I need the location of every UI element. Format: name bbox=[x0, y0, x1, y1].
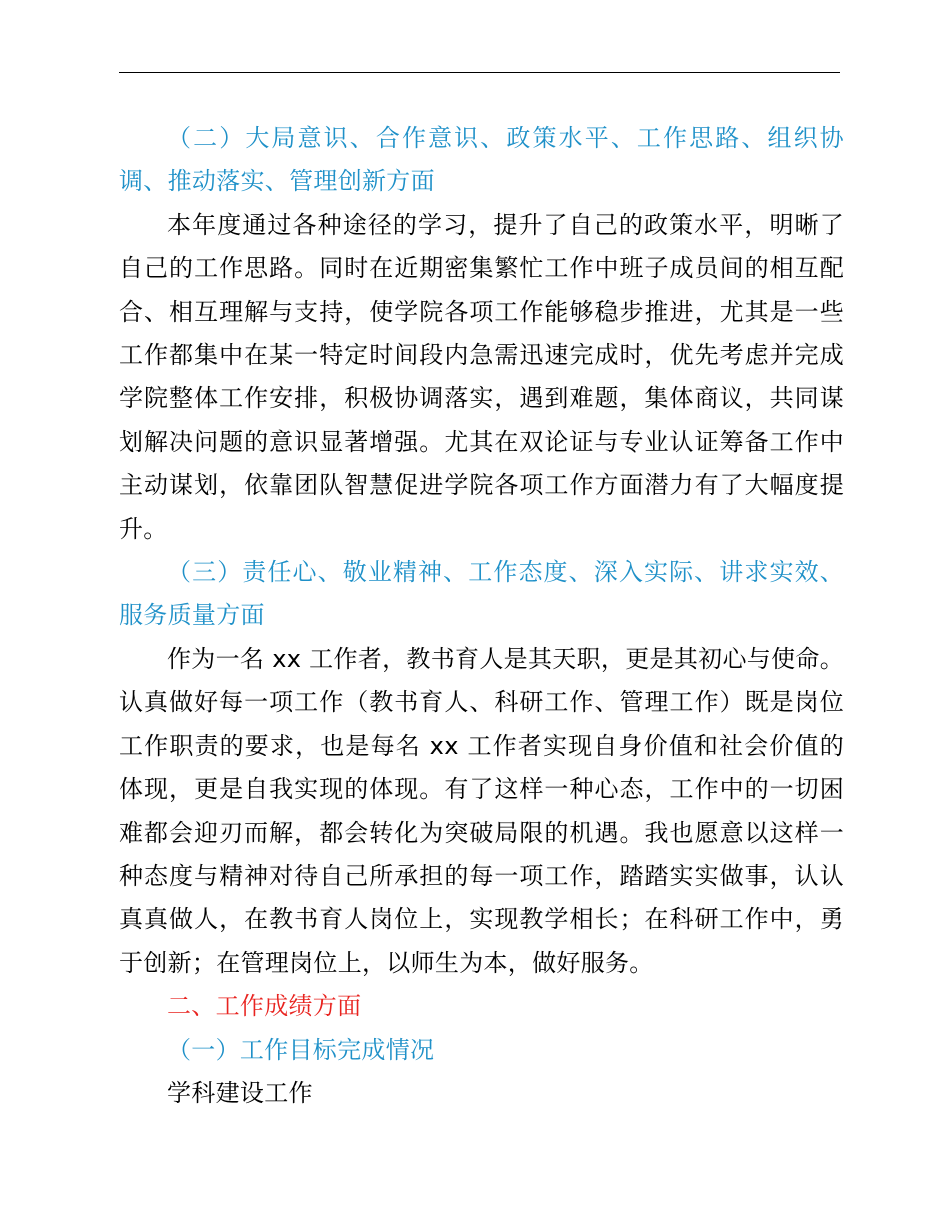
part-heading-2: 二、工作成绩方面 bbox=[167, 992, 362, 1021]
section-heading-2: （二）大局意识、合作意识、政策水平、工作思路、组织协调、推动落实、管理创新方面 bbox=[119, 124, 844, 196]
header-rule bbox=[119, 72, 840, 73]
section-paragraph-2: 本年度通过各种途径的学习，提升了自己的政策水平，明晰了自己的工作思路。同时在近期密集繁忙工作中班子成员间的相互配合、相互理解与支持，使学院各项工作能够稳步推进，尤其是一些工作都集中在某一特定时间段内急需迅速完成时，优先考虑并完成学院整体工作安排，积极协调落实，遇到难题，集体商议，共同谋划解决问题的意识显著增强。尤其在双论证与专业认证筹备工作中主动谋划，依靠团队智慧促进学院各项工作方面潜力有了大幅度提升。 bbox=[119, 210, 844, 543]
subsection-item: 学科建设工作 bbox=[167, 1078, 313, 1107]
section-paragraph-3: 作为一名 xx 工作者，教书育人是其天职，更是其初心与使命。认真做好每一项工作（教书育人、科研工作、管理工作）既是岗位工作职责的要求，也是每名 xx 工作者实现自身价值和社会价值的体现，更是自我实现的体现。有了这样一种心态，工作中的一切困难都会迎刃而解，都会转化为突破局限的机遇。我也愿意以这样一种态度与精神对待自己所承担的每一项工作，踏踏实实做事，认认真真做人，在教书育人岗位上，实现教学相长；在科研工作中，勇于创新；在管理岗位上，以师生为本，做好服务。 bbox=[119, 644, 844, 977]
subsection-heading-1: （一）工作目标完成情况 bbox=[167, 1035, 435, 1064]
section-heading-3: （三）责任心、敬业精神、工作态度、深入实际、讲求实效、服务质量方面 bbox=[119, 558, 844, 630]
document-body bbox=[119, 117, 844, 1115]
